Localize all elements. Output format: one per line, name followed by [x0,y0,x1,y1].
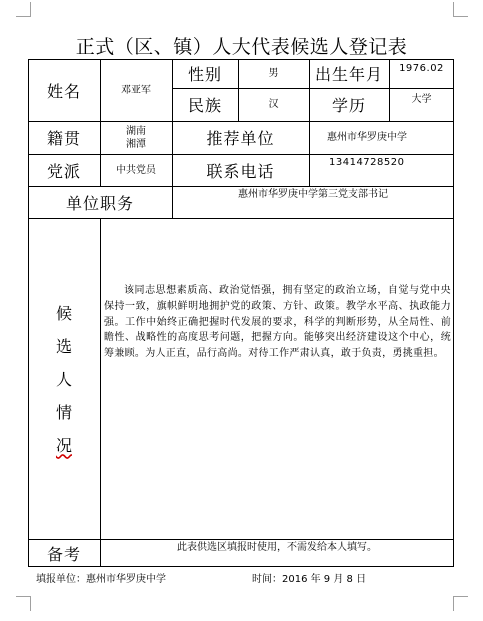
native-place-line: 湖南 [126,125,146,137]
label-birth: 出生年月 [314,65,383,84]
label-char: 人 [55,369,72,389]
value-gender: 男 [268,68,279,79]
value-recommender: 惠州市华罗庚中学 [327,132,407,143]
label-position: 单位职务 [65,193,134,213]
value-birth: 1976.02 [399,62,444,74]
label-native-place: 籍贯 [46,129,81,148]
form-title: 正式（区、镇）人大代表候选人登记表 [75,36,408,58]
page-corner-mark [16,2,31,17]
label-phone: 联系电话 [206,161,275,181]
value-phone: 13414728520 [329,156,405,168]
value-name: 邓亚军 [121,84,151,96]
label-party: 党派 [46,161,81,181]
label-char: 选 [55,336,72,356]
value-native-place [100,121,172,154]
value-remarks: 此表供选区填报时使用，不需发给本人填写。 [177,541,377,553]
label-candidate-info [28,219,100,539]
value-position: 惠州市华罗庚中学第三党支部书记 [238,188,388,200]
value-ethnicity: 汉 [268,99,279,110]
native-place-line: 湘潭 [126,138,146,150]
label-char: 候 [55,303,72,323]
label-char: 情 [55,402,72,422]
grid-line [100,218,101,567]
label-recommender: 推荐单位 [206,129,275,148]
page-corner-mark [16,596,31,611]
page-corner-mark [453,2,468,17]
value-party: 中共党员 [116,164,156,176]
value-candidate-info: 该同志思想素质高、政治觉悟强，拥有坚定的政治立场，自觉与党中央保持一致，旗帜鲜明地拥护党的政策、方针、政策。教学水平高、执政能力强。工作中始终正确把握时代发展的要求，科学的判断形势，从全局性、前瞻性、战略性的高度思考问题，把握方向。能够突出经济建设这个中心，统筹兼顾。为人正直，品行高尚。对待工作严肃认真，敢于负责，勇挑重担。 [104,285,451,360]
label-remarks: 备考 [46,544,81,564]
label-gender: 性别 [187,65,222,84]
label-name: 姓名 [46,81,81,101]
footer-date: 时间：2016 年 9 月 8 日 [252,574,367,585]
value-education: 大学 [411,93,432,105]
footer-unit: 填报单位：惠州市华罗庚中学 [36,574,166,585]
label-char: 况 [55,435,72,455]
label-education: 学历 [331,96,366,115]
label-ethnicity: 民族 [187,96,222,115]
page-corner-mark [453,596,468,611]
